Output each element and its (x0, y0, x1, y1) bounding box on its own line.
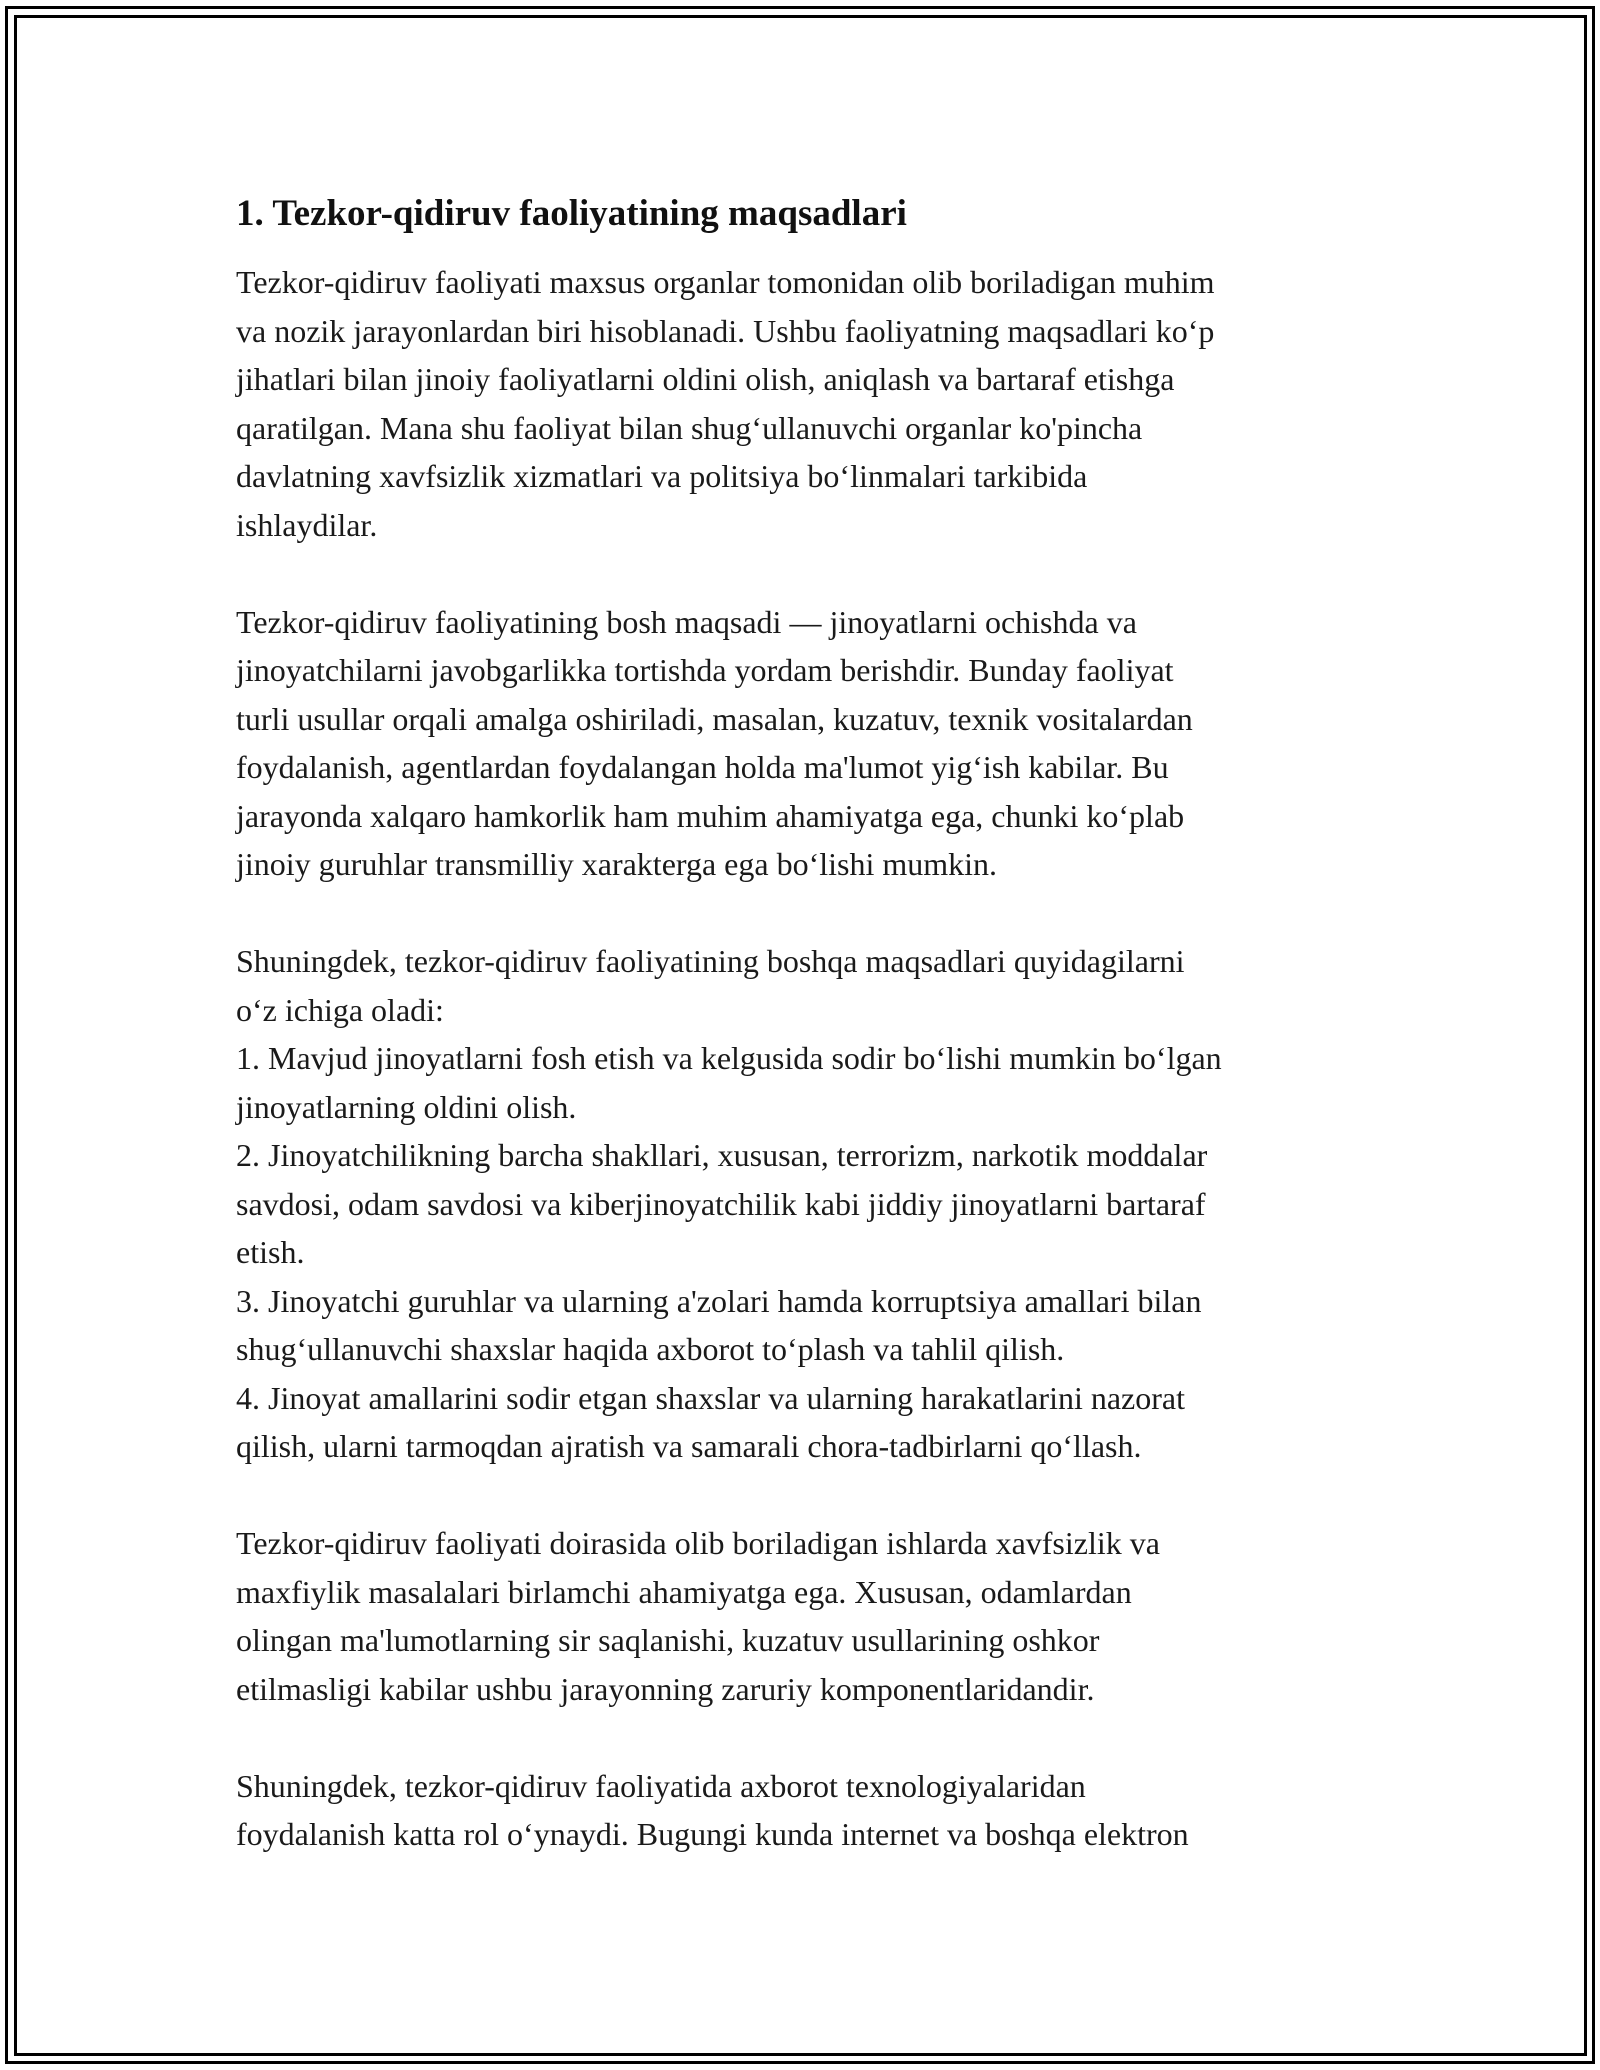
paragraph-it-usage: Shuningdek, tezkor-qidiruv faoliyatida axborot texnologiyalaridan foydalanish katta rol o‘ynaydi. Bugungi kunda internet va boshqa elektron (236, 1767, 1189, 1852)
document-body (236, 190, 1386, 1859)
paragraph-intro: Tezkor-qidiruv faoliyati maxsus organlar tomonidan olib boriladigan muhim va nozik jarayonlardan biri hisoblanadi. Ushbu faoliyatning maqsadlari ko‘p jihatlari bilan jinoiy faoliyatlarni oldini olish, aniqlash va bartaraf etishga qaratilgan. Mana shu faoliyat bilan shug‘ullanuvchi organlar ko'pincha davlatning xavfsizlik xizmatlari va politsiya bo‘linmalari tarkibida ishlaydilar. (236, 264, 1215, 543)
paragraph-main-goal: Tezkor-qidiruv faoliyatining bosh maqsadi — jinoyatlarni ochishda va jinoyatchilarni javobgarlikka tortishda yordam berishdir. Bunday faoliyat turli usullar orqali amalga oshiriladi, masalan, kuzatuv, texnik vositalardan foydalanish, agentlardan foydalangan holda ma'lumot yig‘ish kabilar. Bu jarayonda xalqaro hamkorlik ham muhim ahamiyatga ega, chunki ko‘plab jinoiy guruhlar transmilliy xarakterga ega bo‘lishi mumkin. (236, 603, 1193, 882)
paragraph-security: Tezkor-qidiruv faoliyati doirasida olib boriladigan ishlarda xavfsizlik va maxfiylik masalalari birlamchi ahamiyatga ega. Xususan, odamlardan olingan ma'lumotlarning sir saqlanishi, kuzatuv usullarining oshkor etilmasligi kabilar ushbu jarayonning zaruriy komponentlaridandir. (236, 1525, 1160, 1707)
section-heading: 1. Tezkor-qidiruv faoliyatining maqsadlari (236, 193, 907, 234)
paragraph-goals-list: Shuningdek, tezkor-qidiruv faoliyatining boshqa maqsadlari quyidagilarni o‘z ichiga oladi: 1. Mavjud jinoyatlarni fosh etish va kelgusida sodir bo‘lishi mumkin bo‘lgan jinoyatlarning oldini olish. 2. Jinoyatchilikning barcha shakllari, xususan, terrorizm, narkotik moddalar savdosi, odam savdosi va kiberjinoyatchilik kabi jiddiy jinoyatlarni bartaraf etish. 3. Jinoyatchi guruhlar va ularning a'zolari hamda korruptsiya amallari bilan shug‘ullanuvchi shaxslar haqida axborot to‘plash va tahlil qilish. 4. Jinoyat amallarini sodir etgan shaxslar va ularning harakatlarini nazorat qilish, ularni tarmoqdan ajratish va samarali chora-tadbirlarni qo‘llash. (236, 943, 1222, 1464)
